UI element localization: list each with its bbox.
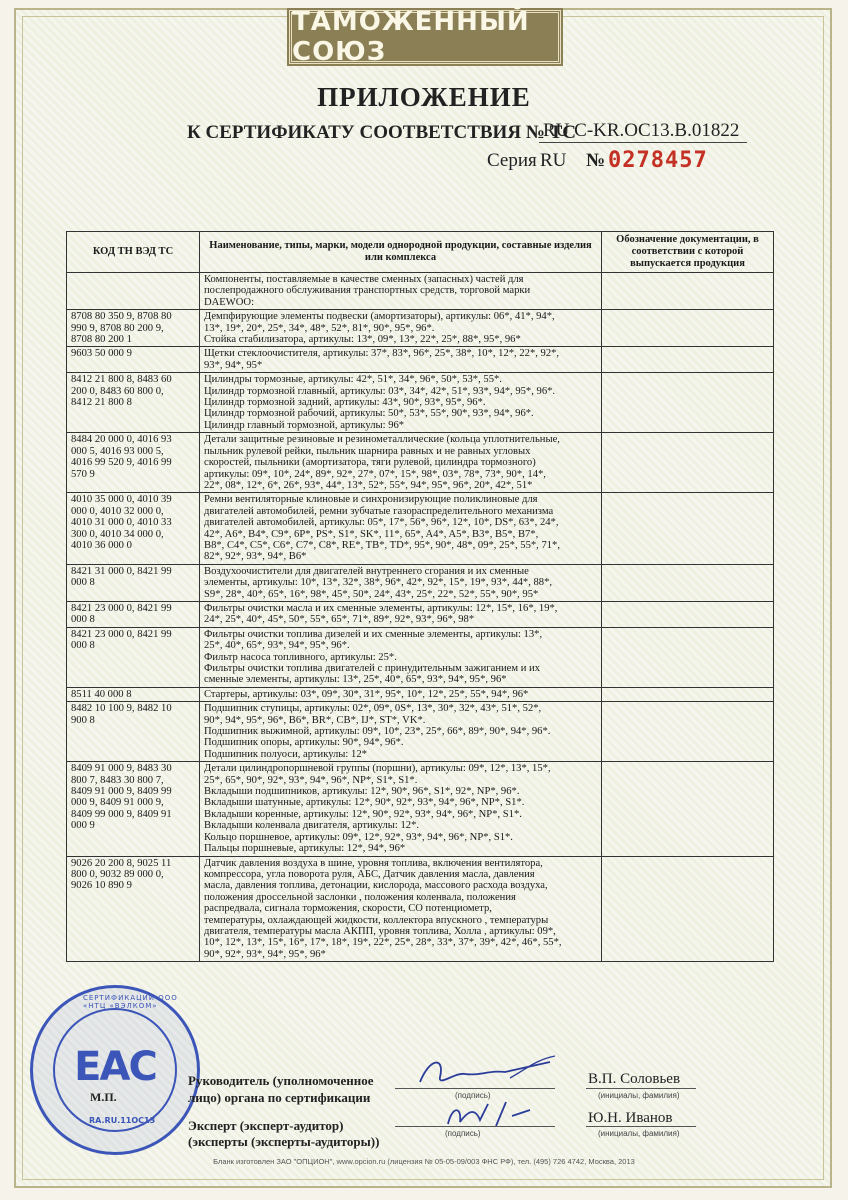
documentation-cell bbox=[602, 564, 774, 601]
certificate-label: К СЕРТИФИКАТУ СООТВЕТСТВИЯ № ТС bbox=[187, 122, 577, 143]
head-signature-caption: (подпись) bbox=[455, 1091, 491, 1100]
product-description-cell: Фильтры очистки масла и их сменные элементы, артикулы: 12*, 15*, 16*, 19*, 24*, 25*, 40*, 45*, 50*, 55*, 65*, 71*, 89*, 92*, 93*, 96*, 98* bbox=[200, 601, 602, 627]
expert-signature-icon bbox=[440, 1098, 540, 1132]
tn-ved-code-cell: 8708 80 350 9, 8708 80 990 9, 8708 80 200 9, 8708 80 200 1 bbox=[67, 310, 200, 347]
column-header-code: КОД ТН ВЭД ТС bbox=[67, 232, 200, 273]
tn-ved-code-cell: 8511 40 000 8 bbox=[67, 687, 200, 701]
product-description-cell: Щетки стеклоочистителя, артикулы: 37*, 83*, 96*, 25*, 38*, 10*, 12*, 22*, 92*, 93*, 94*, 95* bbox=[200, 347, 602, 373]
tn-ved-code-cell: 9026 20 200 8, 9025 11 800 0, 9032 89 000 0, 9026 10 890 9 bbox=[67, 856, 200, 962]
table-row bbox=[67, 627, 774, 687]
customs-union-banner: ТАМОЖЕННЫЙ СОЮЗ bbox=[289, 10, 561, 64]
product-description-cell: Демпфирующие элементы подвески (амортизаторы), артикулы: 06*, 41*, 94*, 13*, 19*, 20*, 25*, 34*, 48*, 52*, 81*, 90*, 95*, 96*. Стойка стабилизатора, артикулы: 13*, 09*, 13*, 22*, 25*, 88*, 95*, 96* bbox=[200, 310, 602, 347]
tn-ved-code-cell: 8421 23 000 0, 8421 99 000 8 bbox=[67, 601, 200, 627]
print-imprint: Бланк изготовлен ЗАО "ОПЦИОН", www.opcion.ru (лицензия № 05-05-09/003 ФНС РФ), тел. (495) 726 4742, Москва, 2013 bbox=[213, 1157, 635, 1166]
tn-ved-code-cell: 4010 35 000 0, 4010 39 000 0, 4010 32 000 0, 4010 31 000 0, 4010 33 300 0, 4010 34 000 0, 4010 36 000 0 bbox=[67, 493, 200, 564]
documentation-cell bbox=[602, 347, 774, 373]
table-header-row bbox=[67, 232, 774, 273]
product-description-cell: Компоненты, поставляемые в качестве сменных (запасных) частей для послепродажного обслуживания транспортных средств, торговой марки DAEWOO: bbox=[200, 273, 602, 310]
form-number-value: 0278457 bbox=[608, 148, 708, 173]
tn-ved-code-cell: 8412 21 800 8, 8483 60 200 0, 8483 60 800 0, 8412 21 800 8 bbox=[67, 373, 200, 433]
expert-name-line bbox=[586, 1126, 696, 1127]
documentation-cell bbox=[602, 627, 774, 687]
documentation-cell bbox=[602, 373, 774, 433]
table-row bbox=[67, 493, 774, 564]
head-label-line2: лицо) органа по сертификации bbox=[188, 1090, 371, 1105]
documentation-cell bbox=[602, 310, 774, 347]
column-header-documentation: Обозначение документации, в соответствии с которой выпускается продукция bbox=[602, 232, 774, 273]
stamp-accreditation-id: RA.RU.11ОС13 bbox=[89, 1116, 156, 1125]
product-description-cell: Детали цилиндропоршневой группы (поршни), артикулы: 09*, 12*, 13*, 15*, 25*, 65*, 90*, 92*, 93*, 94*, 96*, NP*, S1*, S1*. Вкладыши подшипников, артикулы: 12*, 90*, 96*, S1*, 92*, NP*, 96*. Вкладыши шатунные, артикулы: 12*, 90*, 92*, 93*, 94*, 96*, NP*, S1*. Вкладыши коренные, артикулы: 12*, 90*, 92*, 93*, 94*, 96*, NP*, S1*. Вкладыши коленвала двигателя, артикулы: 12*. Кольцо поршневое, артикулы: 09*, 12*, 92*, 93*, 94*, 96*, NP*, S1*. Пальцы поршневые, артикулы: 12*, 94*, 96* bbox=[200, 762, 602, 856]
head-name: В.П. Соловьев bbox=[588, 1071, 681, 1087]
table-row bbox=[67, 347, 774, 373]
tn-ved-code-cell: 8421 31 000 0, 8421 99 000 8 bbox=[67, 564, 200, 601]
expert-name: Ю.Н. Иванов bbox=[588, 1110, 673, 1126]
product-description-cell: Детали защитные резиновые и резинометаллические (кольца уплотнительные, пыльник рулевой рейки, пыльник шарнира равных и не равных угловых скоростей, пыльники (амортизатора, тяги рулевой, цилиндра тормозного) артикулы: 09*, 10*, 24*, 89*, 92*, 27*, 07*, 15*, 98*, 03*, 78*, 73*, 90*, 14*, 22*, 08*, 12*, 6*, 26*, 93*, 44*, 13*, 52*, 55*, 94*, 95*, 96*, 20*, 42*, 51* bbox=[200, 433, 602, 493]
documentation-cell bbox=[602, 762, 774, 856]
certification-stamp bbox=[30, 985, 200, 1155]
head-name-caption: (инициалы, фамилия) bbox=[598, 1091, 680, 1100]
product-description-cell: Цилиндры тормозные, артикулы: 42*, 51*, 34*, 96*, 50*, 53*, 55*. Цилиндр тормозной главный, артикулы: 03*, 34*, 42*, 51*, 93*, 94*, 95*, 96*. Цилиндр тормозной задний, артикулы: 43*, 90*, 93*, 95*, 96*. Цилиндр тормозной рабочий, артикулы: 50*, 53*, 55*, 90*, 93*, 94*, 96*. Цилиндр главный тормозной, артикулы: 96* bbox=[200, 373, 602, 433]
documentation-cell bbox=[602, 433, 774, 493]
table-row bbox=[67, 856, 774, 962]
expert-signature-caption: (подпись) bbox=[445, 1129, 481, 1138]
tn-ved-code-cell bbox=[67, 273, 200, 310]
product-description-cell: Датчик давления воздуха в шине, уровня топлива, включения вентилятора, компрессора, угла поворота руля, АБС, Датчик давления масла, давления масла, давления топлива, детонации, кислорода, массового расхода воздуха, положения дроссельной заслонки , положения коленвала, положения распредвала, сигнала торможения, скорости, СО потенциометр, температуры, охлаждающей жидкости, коллектора впускного , температуры двигателя, температуры масла АКПП, уровня топлива, Холла , артикулы: 09*, 10*, 12*, 13*, 15*, 16*, 17*, 18*, 19*, 22*, 25*, 28*, 33*, 37*, 39*, 42*, 46*, 55*, 90*, 92*, 93*, 94*, 95*, 96* bbox=[200, 856, 602, 962]
eac-logo-icon: EAC bbox=[74, 1044, 156, 1090]
documentation-cell bbox=[602, 702, 774, 762]
tn-ved-code-cell: 8409 91 000 9, 8483 30 800 7, 8483 30 800 7, 8409 91 000 9, 8409 99 000 9, 8409 91 000 9, 8409 99 000 9, 8409 91 000 9 bbox=[67, 762, 200, 856]
table-row bbox=[67, 702, 774, 762]
tn-ved-code-cell: 8482 10 100 9, 8482 10 900 8 bbox=[67, 702, 200, 762]
tn-ved-code-cell: 8421 23 000 0, 8421 99 000 8 bbox=[67, 627, 200, 687]
product-description-cell: Ремни вентиляторные клиновые и синхронизирующие поликлиновые для двигателей автомобилей, ремни зубчатые газораспределительного механизма двигателей автомобилей, артикулы: 05*, 17*, 56*, 96*, 12*, 10*, DS*, 63*, 24*, 42*, A6*, B4*, C9*, 6P*, PS*, S1*, SK*, 11*, 65*, A4*, A5*, B3*, B5*, B7*, B8*, C4*, C5*, C6*, C7*, C8*, RE*, TB*, TD*, 95*, 90*, 48*, 09*, 25*, 55*, 71*, 82*, 92*, 93*, 94*, B6* bbox=[200, 493, 602, 564]
table-row bbox=[67, 564, 774, 601]
table-row bbox=[67, 601, 774, 627]
form-number-label: № bbox=[586, 150, 606, 171]
table-row bbox=[67, 762, 774, 856]
documentation-cell bbox=[602, 493, 774, 564]
product-description-cell: Стартеры, артикулы: 03*, 09*, 30*, 31*, 95*, 10*, 12*, 25*, 55*, 94*, 96* bbox=[200, 687, 602, 701]
head-signature-icon bbox=[410, 1052, 560, 1092]
product-description-cell: Фильтры очистки топлива дизелей и их сменные элементы, артикулы: 13*, 25*, 40*, 65*, 93*, 94*, 95*, 96*. Фильтр насоса топливного, артикулы: 25*. Фильтры очистки топлива двигателей с принудительным зажиганием и их сменные элементы, артикулы: 13*, 25*, 40*, 65*, 93*, 94*, 95*, 96* bbox=[200, 627, 602, 687]
documentation-cell bbox=[602, 687, 774, 701]
tn-ved-code-cell: 9603 50 000 9 bbox=[67, 347, 200, 373]
documentation-cell bbox=[602, 856, 774, 962]
head-name-line bbox=[586, 1088, 696, 1089]
page-title: ПРИЛОЖЕНИЕ bbox=[317, 82, 531, 112]
expert-name-caption: (инициалы, фамилия) bbox=[598, 1129, 680, 1138]
expert-label-line1: Эксперт (эксперт-аудитор) bbox=[188, 1118, 344, 1133]
column-header-description: Наименование, типы, марки, модели однородной продукции, составные изделия или комплекса bbox=[200, 232, 602, 273]
documentation-cell bbox=[602, 601, 774, 627]
certificate-number: RU C-KR.OC13.B.01822 bbox=[539, 120, 747, 143]
product-description-cell: Подшипник ступицы, артикулы: 02*, 09*, 0S*, 13*, 30*, 32*, 43*, 51*, 52*, 90*, 94*, 95*, 96*, B6*, BR*, CB*, IJ*, ST*, VK*. Подшипник выжимной, артикулы: 09*, 10*, 23*, 25*, 66*, 89*, 90*, 94*, 96*. Подшипник опоры, артикулы: 90*, 94*, 96*. Подшипник полуоси, артикулы: 12* bbox=[200, 702, 602, 762]
table-row bbox=[67, 373, 774, 433]
table-row bbox=[67, 310, 774, 347]
table-row bbox=[67, 433, 774, 493]
product-table bbox=[66, 231, 774, 962]
table-body bbox=[67, 273, 774, 962]
tn-ved-code-cell: 8484 20 000 0, 4016 93 000 5, 4016 93 000 5, 4016 99 520 9, 4016 99 570 9 bbox=[67, 433, 200, 493]
table-row bbox=[67, 687, 774, 701]
head-label-line1: Руководитель (уполномоченное bbox=[188, 1073, 374, 1088]
series-value: RU bbox=[540, 150, 567, 171]
series-label: Серия bbox=[487, 150, 537, 171]
expert-label-line2: (эксперты (эксперты-аудиторы)) bbox=[188, 1134, 380, 1149]
seal-place-label: М.П. bbox=[90, 1090, 117, 1104]
product-description-cell: Воздухоочистители для двигателей внутреннего сгорания и их сменные элементы, артикулы: 10*, 13*, 32*, 38*, 96*, 42*, 92*, 15*, 19*, 93*, 44*, 88*, S9*, 28*, 40*, 65*, 16*, 98*, 45*, 50*, 24*, 43*, 25*, 22*, 52*, 55*, 90*, 95* bbox=[200, 564, 602, 601]
documentation-cell bbox=[602, 273, 774, 310]
stamp-ring-text: СЕРТИФИКАЦИИ ООО «НТЦ «ВЭЛКОМ» bbox=[83, 994, 178, 1010]
table-row bbox=[67, 273, 774, 310]
